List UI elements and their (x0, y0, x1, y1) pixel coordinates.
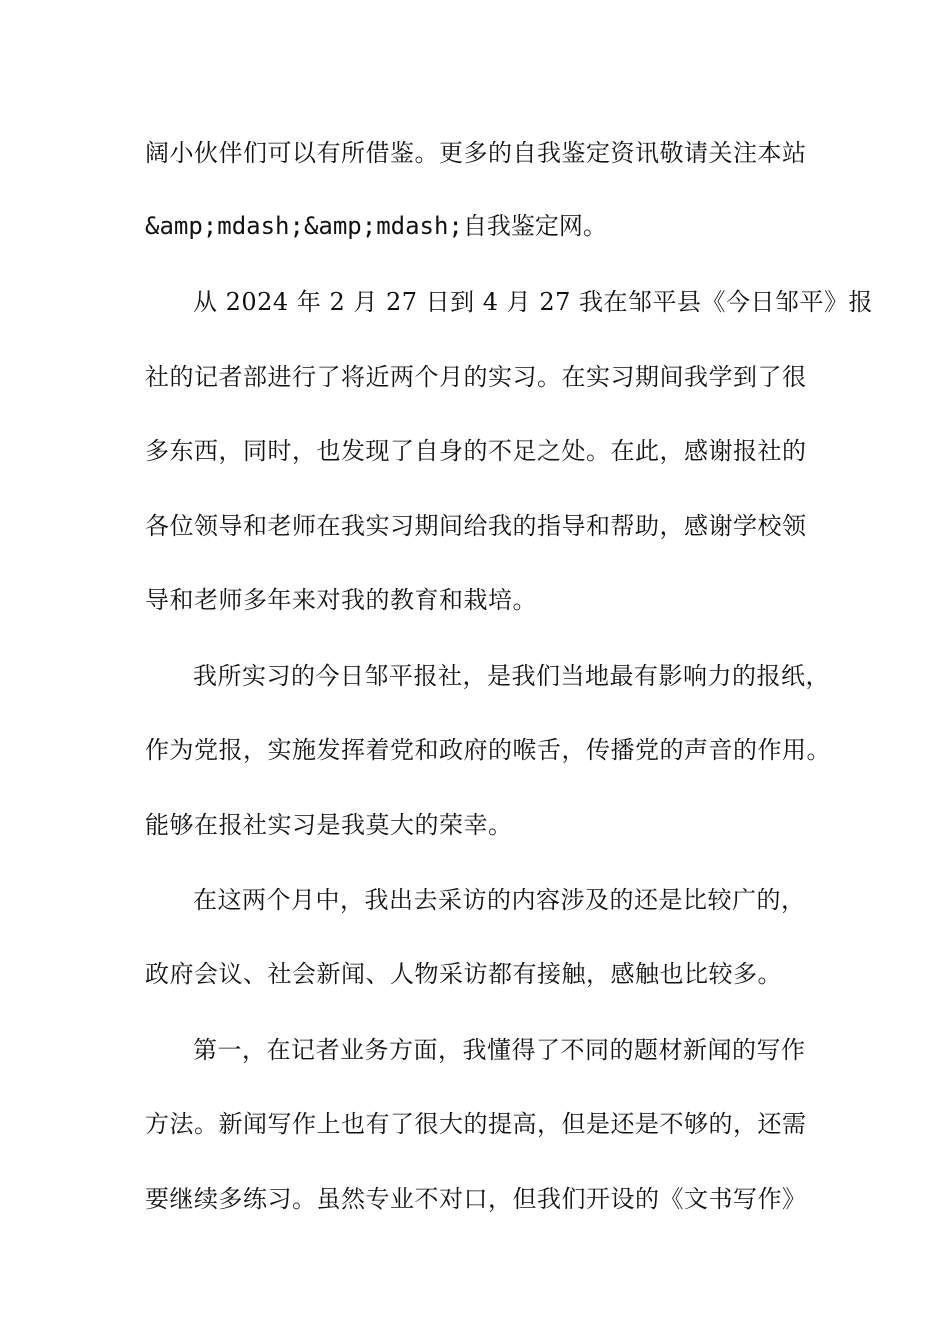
paragraph-line: 各位领导和老师在我实习期间给我的指导和帮助，感谢学校领 (145, 512, 807, 540)
paragraph-line: 要继续多练习。虽然专业不对口，但我们开设的《文书写作》 (145, 1185, 807, 1213)
paragraph-line: 社的记者部进行了将近两个月的实习。在实习期间我学到了很 (145, 363, 807, 391)
paragraph-line: 导和老师多年来对我的教育和栽培。 (145, 586, 537, 614)
paragraph-line: 方法。新闻写作上也有了很大的提高，但是还是不够的，还需 (145, 1110, 807, 1138)
paragraph-line: 政府会议、社会新闻、人物采访都有接触，感触也比较多。 (145, 960, 782, 988)
paragraph-first-line: 我所实习的今日邹平报社，是我们当地最有影响力的报纸， (193, 662, 830, 690)
paragraph-line: 多东西，同时，也发现了自身的不足之处。在此，感谢报社的 (145, 437, 807, 465)
paragraph-first-line: 在这两个月中，我出去采访的内容涉及的还是比较广的， (193, 886, 806, 914)
paragraph-line: 作为党报，实施发挥着党和政府的喉舌，传播党的声音的作用。 (145, 736, 831, 764)
paragraph-line: 阔小伙伴们可以有所借鉴。更多的自我鉴定资讯敬请关注本站 (145, 139, 807, 167)
paragraph-line: &amp;mdash;&amp;mdash;自我鉴定网。 (145, 212, 607, 240)
paragraph-first-line: 第一，在记者业务方面，我懂得了不同的题材新闻的写作 (193, 1036, 806, 1064)
paragraph-first-line: 从 2024 年 2 月 27 日到 4 月 27 我在邹平县《今日邹平》报 (193, 288, 873, 316)
paragraph-line: 能够在报社实习是我莫大的荣幸。 (145, 811, 513, 839)
